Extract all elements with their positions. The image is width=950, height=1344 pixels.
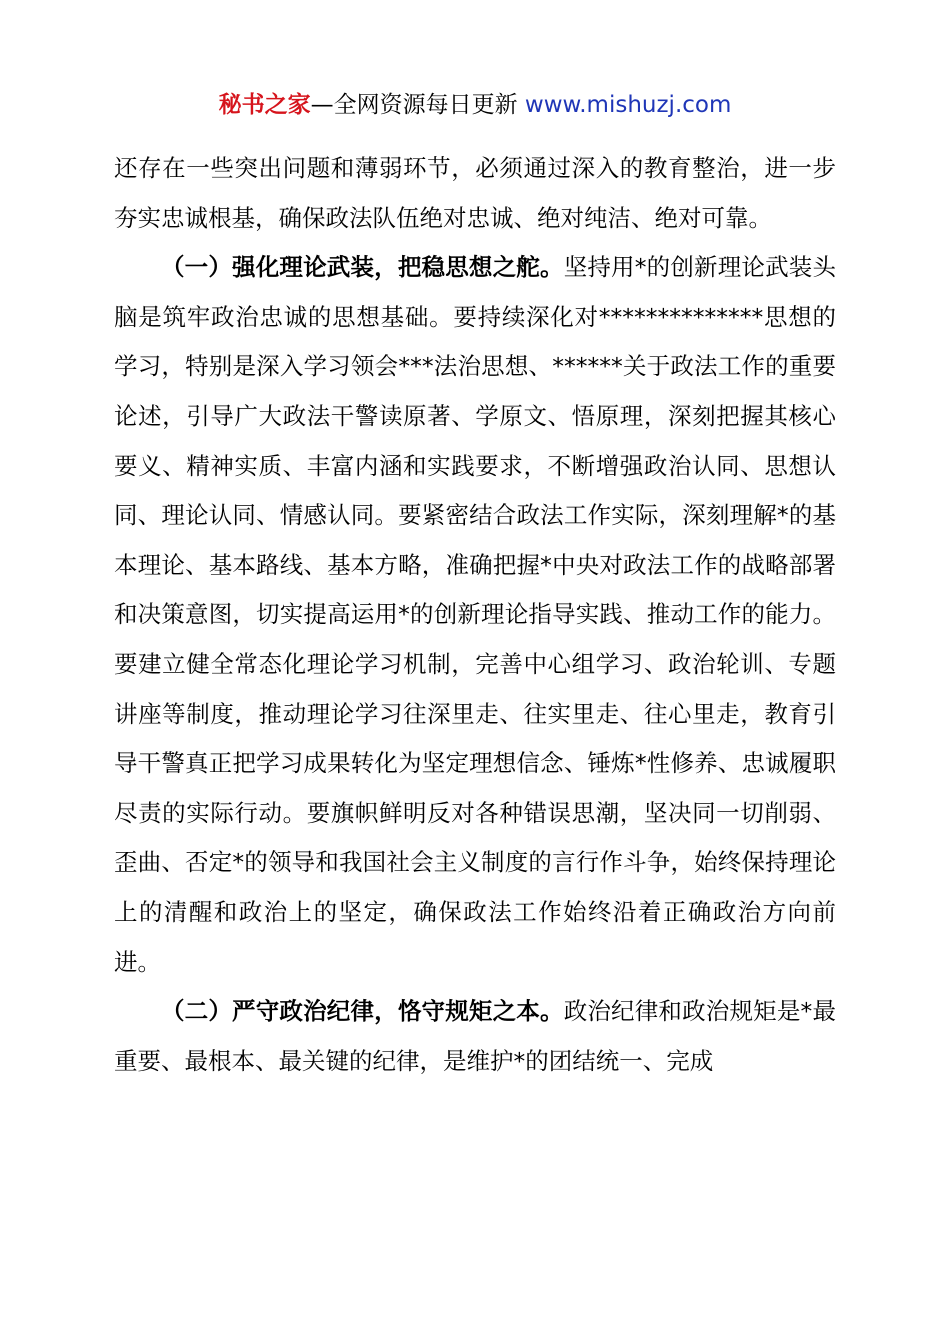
paragraph-text: 政治纪律和政治规矩是*最重要、最根本、最关键的纪律，是维护*的团结统一、完成 (114, 997, 836, 1075)
paragraph-text: 还存在一些突出问题和薄弱环节，必须通过深入的教育整治，进一步夯实忠诚根基，确保政法队伍绝对忠诚、绝对纯洁、绝对可靠。 (114, 154, 836, 232)
paragraph (114, 144, 836, 243)
paragraph-text: 坚持用*的创新理论武装头脑是筑牢政治忠诚的思想基础。要持续深化对**************思想的学习，特别是深入学习领会***法治思想、******关于政法工作的重要论述，引导广大政法干警读原著、学原文、悟原理，深刻把握其核心要义、精神实质、丰富内涵和实践要求，不断增强政治认同、思想认同、理论认同、情感认同。要紧密结合政法工作实际，深刻理解*的基本理论、基本路线、基本方略，准确把握*中央对政法工作的战略部署和决策意图，切实提高运用*的创新理论指导实践、推动工作的能力。要建立健全常态化理论学习机制，完善中心组学习、政治轮训、专题讲座等制度，推动理论学习往深里走、往实里走、往心里走，教育引导干警真正把学习成果转化为坚定理想信念、锤炼*性修养、忠诚履职尽责的实际行动。要旗帜鲜明反对各种错误思潮，坚决同一切削弱、歪曲、否定*的领导和我国社会主义制度的言行作斗争，始终保持理论上的清醒和政治上的坚定，确保政法工作始终沿着正确政治方向前进。 (114, 253, 836, 976)
paragraph (114, 987, 836, 1086)
section-heading: （一）强化理论武装，把稳思想之舵。 (161, 253, 564, 282)
document-body (114, 144, 836, 1086)
document-header (0, 88, 950, 122)
header-tagline: —全网资源每日更新 (310, 92, 525, 118)
website-link[interactable]: www.mishuzj.com (524, 92, 732, 118)
section-heading: （二）严守政治纪律，恪守规矩之本。 (161, 997, 564, 1026)
paragraph (114, 243, 836, 987)
brand-name: 秘书之家 (218, 92, 311, 118)
